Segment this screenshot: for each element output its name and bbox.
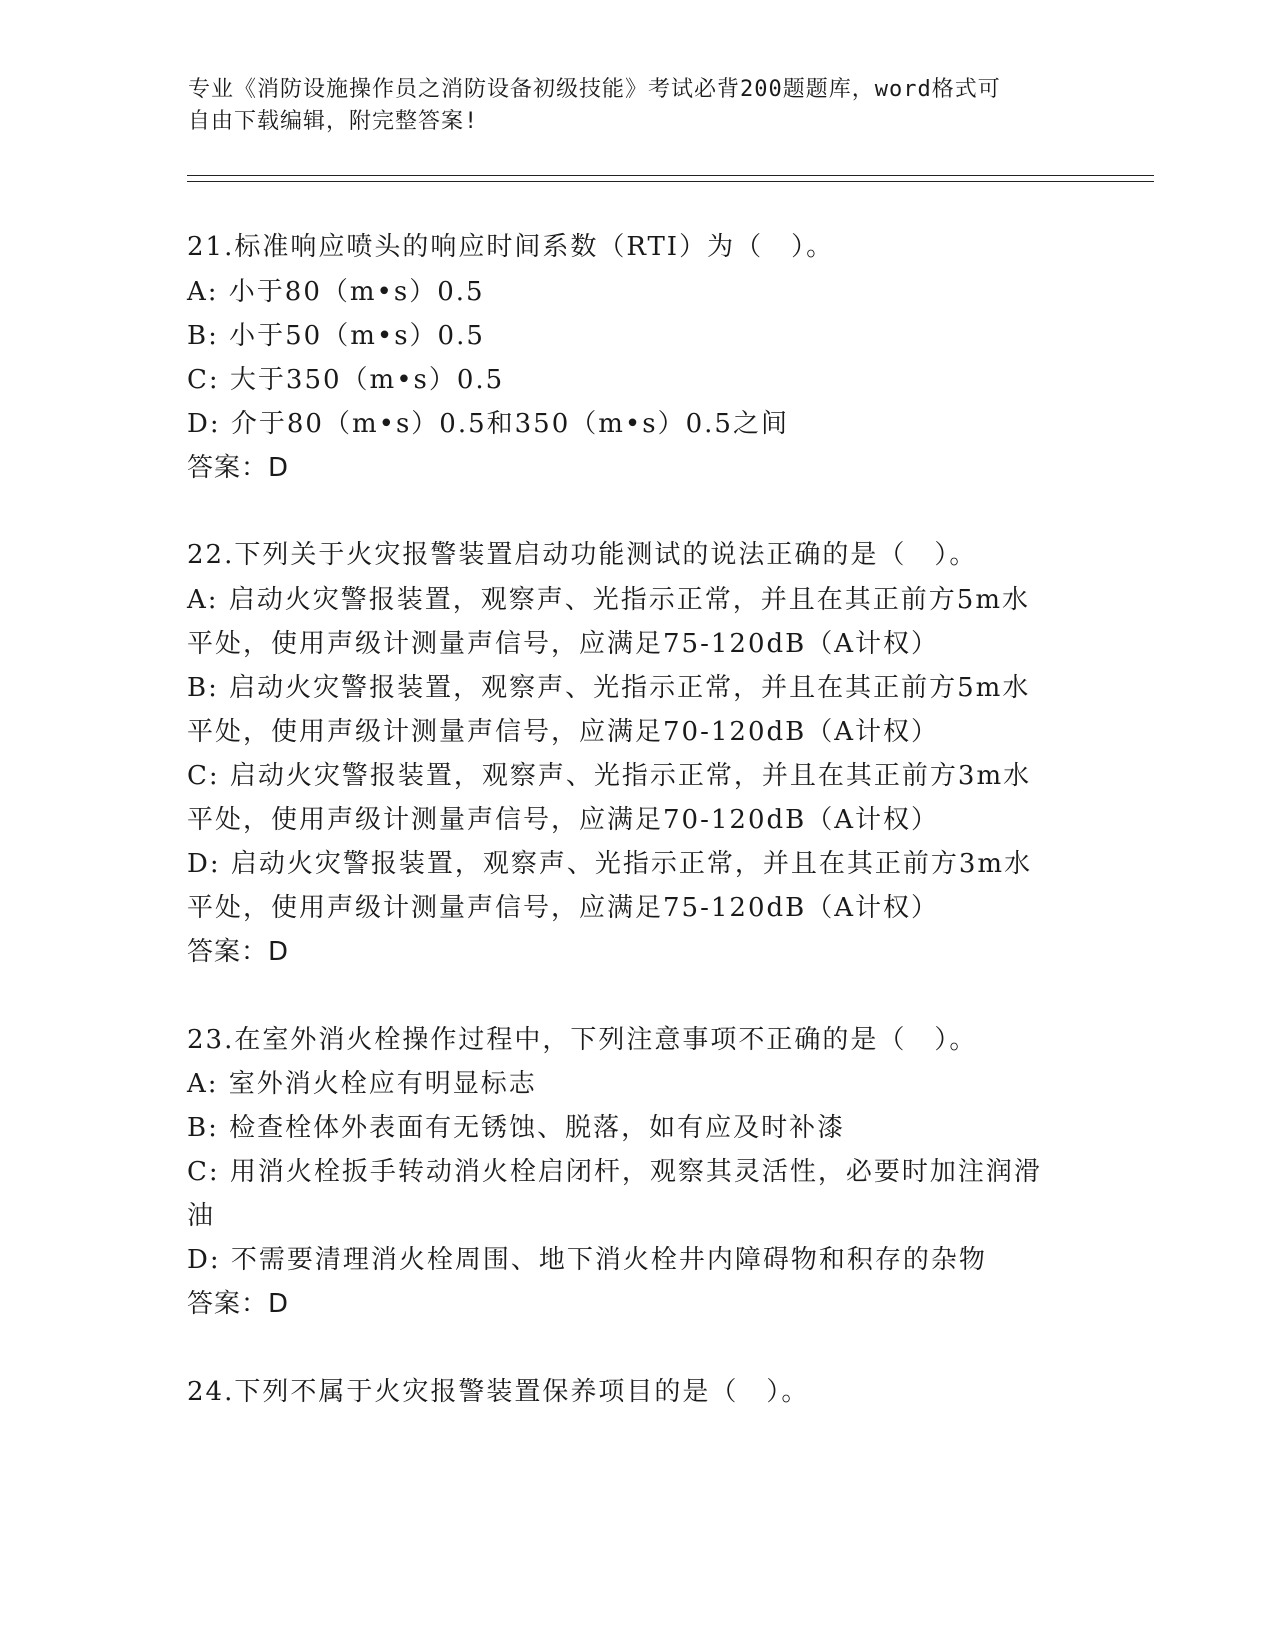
question-22-option-a: A: 启动火灾警报装置，观察声、光指示正常，并且在其正前方5m水 (187, 585, 1030, 615)
question-22-option-d-cont: 平处，使用声级计测量声信号，应满足75-120dB（A计权） (187, 893, 940, 923)
question-23-option-c-cont: 油 (187, 1201, 216, 1231)
question-22-option-d: D: 启动火灾警报装置，观察声、光指示正常，并且在其正前方3m水 (187, 849, 1033, 879)
question-21-option-d: D: 介于80（m•s）0.5和350（m•s）0.5之间 (187, 409, 789, 439)
header-line-2: 自由下载编辑，附完整答案! (188, 109, 479, 134)
question-22-option-c: C: 启动火灾警报装置，观察声、光指示正常，并且在其正前方3m水 (187, 761, 1032, 791)
document-header (188, 74, 1088, 138)
header-line-1: 专业《消防设施操作员之消防设备初级技能》考试必背200题题库，word格式可 (188, 77, 1001, 102)
question-23-answer: 答案：D (187, 1289, 290, 1319)
question-23-option-b: B: 检查栓体外表面有无锈蚀、脱落，如有应及时补漆 (187, 1113, 846, 1143)
question-22-option-a-cont: 平处，使用声级计测量声信号，应满足75-120dB（A计权） (187, 629, 940, 659)
question-22-stem: 22.下列关于火灾报警装置启动功能测试的说法正确的是（ ）。 (187, 540, 978, 570)
question-23-option-c: C: 用消火栓扳手转动消火栓启闭杆，观察其灵活性，必要时加注润滑 (187, 1157, 1042, 1187)
question-22-option-c-cont: 平处，使用声级计测量声信号，应满足70-120dB（A计权） (187, 805, 940, 835)
question-23-option-d: D: 不需要清理消火栓周围、地下消火栓井内障碍物和积存的杂物 (187, 1245, 987, 1275)
question-24-stem: 24.下列不属于火灾报警装置保养项目的是（ ）。 (187, 1377, 810, 1407)
header-divider-bottom (187, 181, 1154, 182)
question-21-option-b: B: 小于50（m•s）0.5 (187, 321, 485, 351)
question-21-stem: 21.标准响应喷头的响应时间系数（RTI）为（ ）。 (187, 232, 835, 262)
question-22-option-b-cont: 平处，使用声级计测量声信号，应满足70-120dB（A计权） (187, 717, 940, 747)
question-23-stem: 23.在室外消火栓操作过程中，下列注意事项不正确的是（ ）。 (187, 1025, 978, 1055)
question-22-answer: 答案：D (187, 937, 290, 967)
header-divider-top (187, 175, 1154, 176)
question-23-option-a: A: 室外消火栓应有明显标志 (187, 1069, 537, 1099)
question-21-option-a: A: 小于80（m•s）0.5 (187, 277, 485, 307)
question-21-answer: 答案：D (187, 453, 290, 483)
question-22-option-b: B: 启动火灾警报装置，观察声、光指示正常，并且在其正前方5m水 (187, 673, 1031, 703)
question-21-option-c: C: 大于350（m•s）0.5 (187, 365, 505, 395)
